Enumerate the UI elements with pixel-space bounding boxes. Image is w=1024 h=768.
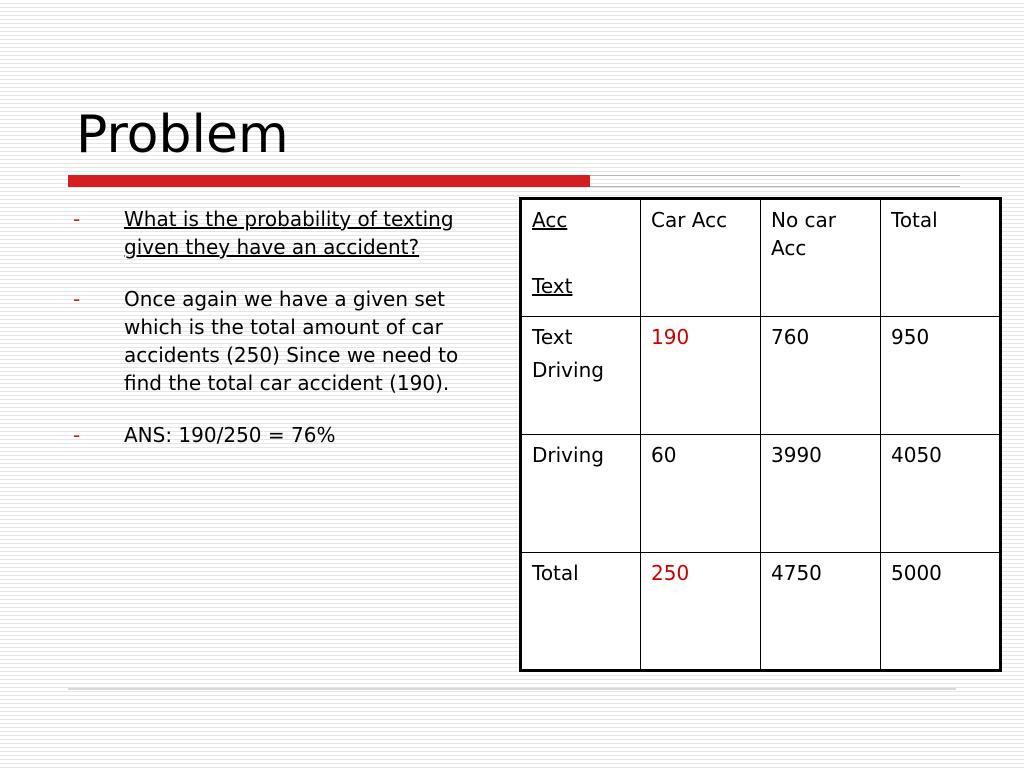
row-label-text-driving	[521, 317, 641, 435]
table-corner-cell	[521, 199, 641, 317]
question-text: What is the probability of texting given they have an accident?	[124, 207, 454, 259]
bullet-dash-icon: -	[73, 287, 81, 311]
bullet-dash-icon: -	[73, 207, 81, 231]
answer-text: ANS: 190/250 = 76%	[124, 423, 336, 447]
table-cell-no-car-acc: 4750	[761, 553, 881, 671]
corner-label-acc: Acc	[532, 208, 568, 232]
bullet-list	[68, 205, 498, 473]
title-underline-rule	[590, 175, 960, 176]
table-cell-car-acc: 60	[641, 435, 761, 553]
bullet-item-answer	[68, 421, 498, 449]
table-cell-car-acc: 190	[641, 317, 761, 435]
table-header-row	[521, 199, 1001, 317]
table-cell-no-car-acc: 3990	[761, 435, 881, 553]
row-label-total: Total	[521, 553, 641, 671]
footer-divider	[68, 688, 956, 690]
column-header-total: Total	[881, 199, 1001, 317]
bullet-item-explanation	[68, 285, 498, 397]
row-label-line2: Driving	[532, 358, 604, 382]
bullet-item-question	[68, 205, 498, 261]
table-cell-no-car-acc: 760	[761, 317, 881, 435]
table-row	[521, 317, 1001, 435]
table-cell-total: 950	[881, 317, 1001, 435]
table-row	[521, 435, 1001, 553]
explanation-text: Once again we have a given set which is the total amount of car accidents (250) Since we need to find the total car accident (190).	[124, 287, 459, 395]
table-cell-total: 5000	[881, 553, 1001, 671]
bullet-dash-icon: -	[73, 423, 81, 447]
table-cell-total: 4050	[881, 435, 1001, 553]
row-label-line1: Text	[532, 325, 573, 349]
column-header-no-car-acc: No car Acc	[761, 199, 881, 317]
corner-label-text: Text	[532, 274, 573, 298]
table-cell-car-acc: 250	[641, 553, 761, 671]
title-underline-accent	[68, 175, 590, 187]
row-label-driving: Driving	[521, 435, 641, 553]
title-underline-rule-lower	[590, 186, 960, 187]
column-header-car-acc: Car Acc	[641, 199, 761, 317]
slide-title: Problem	[76, 105, 289, 165]
contingency-table	[519, 197, 1002, 672]
table-row	[521, 553, 1001, 671]
